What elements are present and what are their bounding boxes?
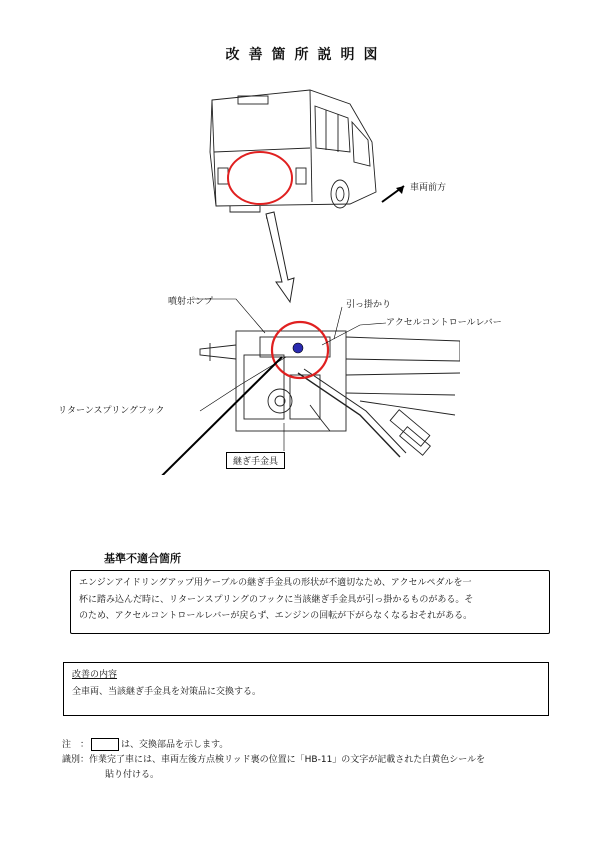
return-spring-hook-label: リターンスプリングフック (58, 406, 165, 416)
nonconformity-box (70, 570, 550, 634)
improvement-box (63, 662, 549, 716)
id-line-1: 作業完了車には、車両左後方点検リッド裏の位置に「HB-11」の文字が記載された白黄色シールを (89, 755, 486, 765)
accel-control-lever-label: アクセルコントロールレバー (386, 318, 502, 328)
bus-rear-illustration (200, 82, 400, 222)
notes-section (62, 738, 485, 783)
id-label: 識別： (62, 755, 90, 765)
replacement-part-swatch (91, 738, 119, 751)
nonconformity-line-3: のため、アクセルコントロールレバーが戻らず、エンジンの回転が下がらなくなるおそれがある。 (79, 611, 473, 621)
nonconformity-heading: 基準不適合箇所 (104, 552, 181, 565)
improvement-text: 全車両、当該継ぎ手金具を対策品に交換する。 (72, 687, 262, 697)
note-row (62, 738, 485, 753)
front-arrow-icon (380, 180, 410, 205)
note-label: 注 ： (62, 740, 90, 750)
engine-diagram (60, 225, 460, 475)
vehicle-front-label: 車両前方 (410, 183, 447, 193)
page-title: 改善箇所説明図 (225, 47, 387, 63)
joint-fitting-label: 継ぎ手金具 (226, 452, 285, 469)
id-row (62, 753, 485, 768)
hook-catch-label: 引っ掛かり (346, 300, 392, 310)
nonconformity-line-2: 杯に踏み込んだ時に、リターンスプリングのフックに当該継ぎ手金具が引っ掛かるものがある。そ (79, 594, 474, 605)
improvement-heading: 改善の内容 (72, 670, 118, 680)
nonconformity-line-1: エンジンアイドリングアップ用ケーブルの継ぎ手金具の形状が不適切なため、アクセルペダルを一 (79, 578, 472, 588)
injection-pump-label: 噴射ポンプ (168, 297, 214, 307)
note-text: は、交換部品を示します。 (121, 740, 229, 750)
id-line-2: 貼り付ける。 (105, 770, 160, 780)
